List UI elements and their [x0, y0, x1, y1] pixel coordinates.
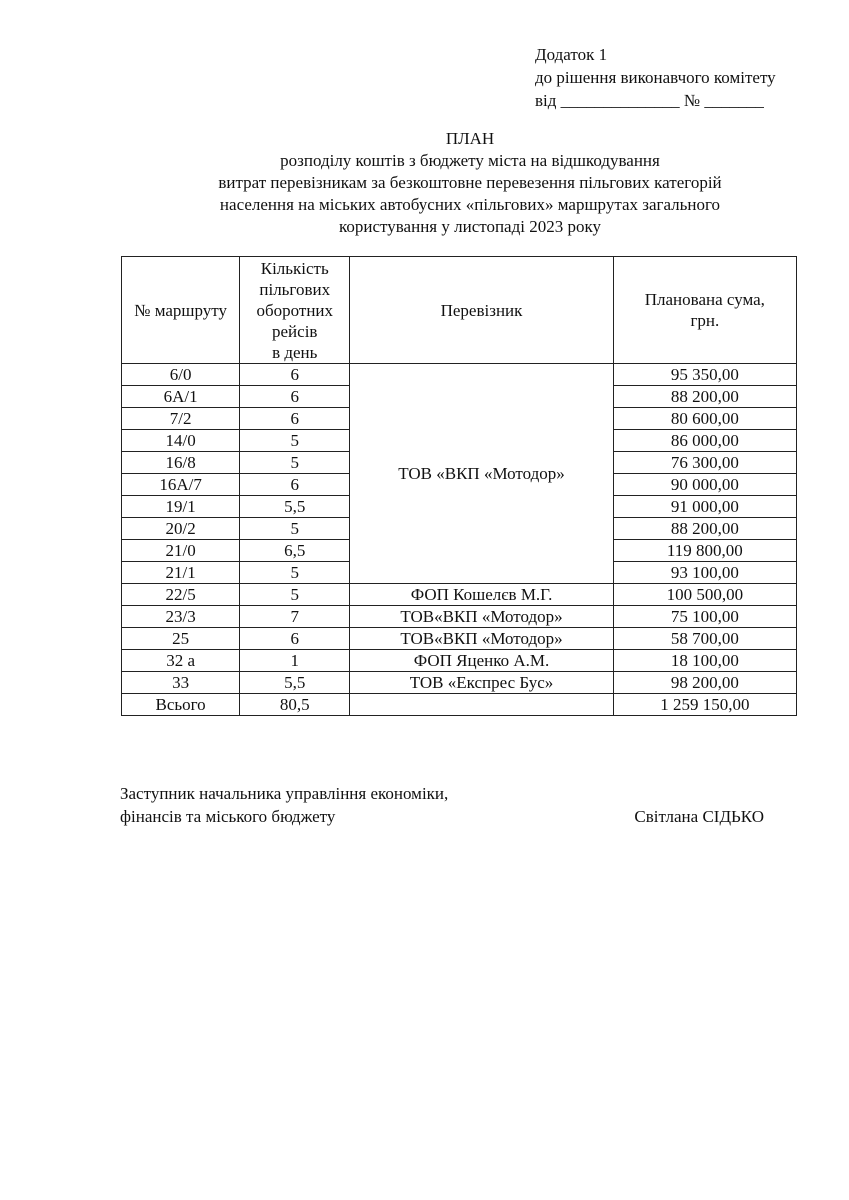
cell-sum: 98 200,00	[613, 672, 796, 694]
cell-route: 7/2	[122, 408, 240, 430]
header-trips-line-4: рейсів	[272, 321, 318, 341]
header-carrier: Перевізник	[350, 257, 613, 364]
cell-sum: 88 200,00	[613, 518, 796, 540]
signature-block	[120, 782, 780, 828]
cell-carrier: ФОП Яценко А.М.	[350, 650, 613, 672]
total-sum: 1 259 150,00	[613, 694, 796, 716]
header-trips-line-3: оборотних	[256, 300, 334, 320]
cell-sum: 58 700,00	[613, 628, 796, 650]
header-sum	[613, 257, 796, 364]
signatory-position-line-1: Заступник начальника управління економіки,	[120, 784, 449, 803]
table-row	[122, 672, 797, 694]
cell-trips: 6	[240, 628, 350, 650]
cell-route: 16А/7	[122, 474, 240, 496]
cell-route: 16/8	[122, 452, 240, 474]
cell-sum: 100 500,00	[613, 584, 796, 606]
cell-sum: 88 200,00	[613, 386, 796, 408]
heading-line-2: витрат перевізникам за безкоштовне перевезення пільгових категорій	[218, 173, 722, 192]
cell-sum: 95 350,00	[613, 364, 796, 386]
cell-sum: 18 100,00	[613, 650, 796, 672]
cell-sum: 75 100,00	[613, 606, 796, 628]
total-carrier	[350, 694, 613, 716]
cell-trips: 5	[240, 562, 350, 584]
cell-route: 6А/1	[122, 386, 240, 408]
signature-row	[120, 805, 780, 828]
cell-carrier: ТОВ«ВКП «Мотодор»	[350, 606, 613, 628]
cell-sum: 90 000,00	[613, 474, 796, 496]
header-trips	[240, 257, 350, 364]
header-trips-line-2: пільгових	[259, 279, 331, 299]
heading-line-1: розподілу коштів з бюджету міста на відшкодування	[280, 151, 660, 170]
total-trips: 80,5	[240, 694, 350, 716]
cell-sum: 93 100,00	[613, 562, 796, 584]
cell-trips: 5,5	[240, 672, 350, 694]
annex-line-3: від ______________ № _______	[535, 91, 764, 110]
table-row	[122, 364, 797, 386]
cell-route: 20/2	[122, 518, 240, 540]
document-heading	[120, 128, 820, 238]
document-title: ПЛАН	[445, 129, 495, 148]
cell-trips: 5	[240, 430, 350, 452]
header-sum-line-1: Планована сума,	[644, 290, 765, 309]
cell-trips: 6	[240, 364, 350, 386]
plan-table	[121, 256, 797, 716]
header-trips-line-5: в день	[272, 342, 318, 362]
cell-sum: 86 000,00	[613, 430, 796, 452]
cell-route: 6/0	[122, 364, 240, 386]
cell-trips: 5	[240, 584, 350, 606]
cell-sum: 91 000,00	[613, 496, 796, 518]
heading-line-3: населення на міських автобусних «пільгових» маршрутах загального	[219, 195, 721, 214]
cell-trips: 6,5	[240, 540, 350, 562]
table-header-row	[122, 257, 797, 364]
header-route: № маршруту	[122, 257, 240, 364]
cell-sum: 76 300,00	[613, 452, 796, 474]
table-row	[122, 584, 797, 606]
annex-line-1: Додаток 1	[535, 45, 608, 64]
cell-route: 23/3	[122, 606, 240, 628]
cell-route: 32 а	[122, 650, 240, 672]
cell-route: 21/1	[122, 562, 240, 584]
table-total-row	[122, 694, 797, 716]
cell-carrier: ТОВ«ВКП «Мотодор»	[350, 628, 613, 650]
cell-route: 22/5	[122, 584, 240, 606]
cell-carrier: ТОВ «Експрес Бус»	[350, 672, 613, 694]
header-trips-line-1: Кількість	[260, 258, 329, 278]
cell-route: 21/0	[122, 540, 240, 562]
table-row	[122, 650, 797, 672]
cell-route: 25	[122, 628, 240, 650]
cell-trips: 5,5	[240, 496, 350, 518]
cell-trips: 5	[240, 452, 350, 474]
cell-trips: 7	[240, 606, 350, 628]
cell-route: 14/0	[122, 430, 240, 452]
header-sum-line-2: грн.	[690, 311, 720, 330]
cell-route: 33	[122, 672, 240, 694]
cell-trips: 6	[240, 386, 350, 408]
cell-route: 19/1	[122, 496, 240, 518]
signatory-name: Світлана СІДЬКО	[634, 807, 764, 826]
table-row	[122, 606, 797, 628]
cell-trips: 1	[240, 650, 350, 672]
cell-trips: 5	[240, 518, 350, 540]
cell-carrier: ФОП Кошелєв М.Г.	[350, 584, 613, 606]
table-row	[122, 628, 797, 650]
annex-block	[535, 43, 776, 112]
cell-sum: 119 800,00	[613, 540, 796, 562]
cell-carrier: ТОВ «ВКП «Мотодор»	[350, 364, 613, 584]
annex-line-2: до рішення виконавчого комітету	[535, 68, 776, 87]
cell-sum: 80 600,00	[613, 408, 796, 430]
signatory-position-line-2: фінансів та міського бюджету	[120, 807, 336, 826]
heading-line-4: користування у листопаді 2023 року	[339, 217, 601, 236]
cell-trips: 6	[240, 474, 350, 496]
total-label: Всього	[122, 694, 240, 716]
cell-trips: 6	[240, 408, 350, 430]
